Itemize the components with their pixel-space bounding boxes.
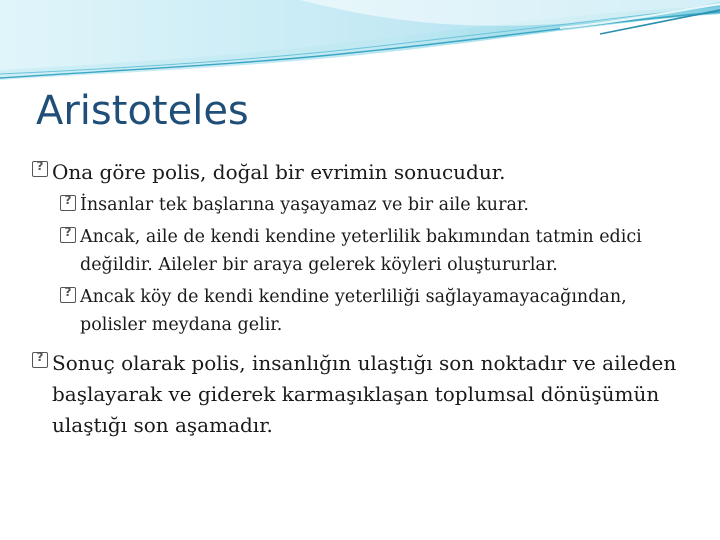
slide-body — [32, 157, 692, 441]
sub-bullet-item — [60, 283, 692, 339]
slide-title: Aristoteles — [36, 88, 249, 134]
missing-glyph-bullet-icon — [60, 195, 76, 211]
bullet-text: Sonuç olarak polis, insanlığın ulaştığı son noktadır ve aileden başlayarak ve giderek karmaşıklaşan toplumsal dönüşümün ulaştığı son aşamadır. — [52, 351, 677, 437]
sub-bullet-text: Ancak köy de kendi kendine yeterliliği sağlayamayacağından, polisler meydana gelir. — [80, 287, 627, 335]
sub-bullet-item — [60, 223, 692, 279]
missing-glyph-bullet-icon — [32, 161, 48, 177]
bullet-item — [32, 157, 692, 188]
bullet-item — [32, 348, 692, 441]
bullet-text: Ona göre polis, doğal bir evrimin sonucudur. — [52, 160, 506, 184]
missing-glyph-bullet-icon — [32, 352, 48, 368]
sub-bullet-text: Ancak, aile de kendi kendine yeterlilik bakımından tatmin edici değildir. Aileler bir araya gelerek köyleri oluştururlar. — [80, 227, 642, 275]
missing-glyph-bullet-icon — [60, 287, 76, 303]
header-wave-decoration — [0, 0, 720, 82]
missing-glyph-bullet-icon — [60, 227, 76, 243]
sub-bullet-item — [60, 191, 692, 219]
sub-bullet-text: İnsanlar tek başlarına yaşayamaz ve bir aile kurar. — [80, 195, 529, 215]
